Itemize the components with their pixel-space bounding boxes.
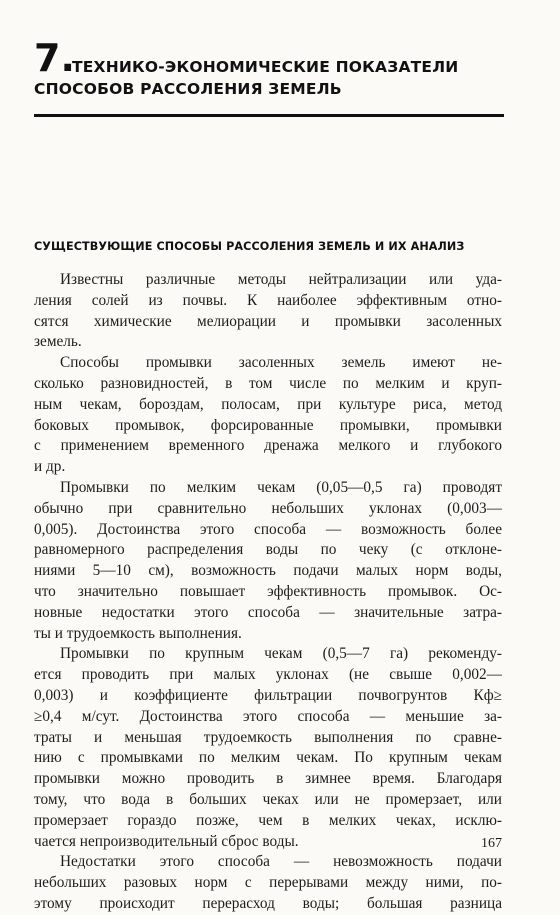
text-line: Промывки по мелким чекам (0,05—0,5 га) проводят — [60, 478, 502, 496]
text-line: Недостатки этого способа — невозможность подачи — [60, 853, 502, 871]
text-line: ления солей из почвы. К наиболее эффективным отно- — [34, 291, 502, 309]
text-line: ты и трудоемкость выполнения. — [34, 624, 242, 642]
text-line: ниями 5—10 см), возможность подачи малых норм воды, — [34, 562, 502, 580]
text-line: Промывки по крупным чекам (0,5—7 га) рекоменду- — [60, 645, 502, 663]
chapter-title-line-1: ТЕХНИКО-ЭКОНОМИЧЕСКИЕ ПОКАЗАТЕЛИ — [72, 58, 459, 76]
text-line: ется проводить при малых уклонах (не свыше 0,002— — [34, 666, 502, 684]
text-line: этому происходит перерасход воды; большая разница — [34, 894, 502, 912]
chapter-title — [34, 56, 512, 100]
text-line: промывки можно проводить в зимнее время. Благодаря — [34, 770, 502, 788]
text-line: промерзает гораздо позже, чем в мелких чеках, исклю- — [34, 811, 502, 829]
text-line: нию с промывками по мелким чекам. По крупным чекам — [34, 749, 502, 767]
text-line: обычно при сравнительно небольших уклонах (0,003— — [34, 499, 502, 517]
text-line: 0,005). Достоинства этого способа — возможность более — [34, 520, 502, 538]
text-line: с применением временного дренажа мелкого и глубокого — [34, 437, 502, 455]
text-line: небольших разовых норм с перерывами между ними, по- — [34, 874, 502, 892]
text-line: Известны различные методы нейтрализации или уда- — [60, 271, 502, 288]
text-line: Способы промывки засоленных земель имеют не- — [60, 354, 502, 372]
text-line: сятся химические мелиорации и промывки засоленных — [34, 312, 502, 330]
text-line: боковых промывок, форсированные промывки, промывки — [34, 416, 502, 434]
text-line: 0,003) и коэффициенте фильтрации почвогрунтов Кф≥ — [34, 686, 502, 704]
chapter-number: 7. — [34, 36, 75, 80]
text-line: и др. — [34, 458, 66, 476]
body-text — [34, 270, 502, 915]
text-line: земель. — [34, 333, 82, 351]
chapter-title-line-2: СПОСОБОВ РАССОЛЕНИЯ ЗЕМЕЛЬ — [34, 80, 342, 98]
text-line: равномерного распределения воды по чеку (с отклоне- — [34, 541, 502, 559]
text-line: траты и меньшая трудоемкость выполнения по сравне- — [34, 728, 502, 746]
text-line: ≥0,4 м/сут. Достоинства этого способа — меньшие за- — [34, 707, 502, 725]
section-heading: СУЩЕСТВУЮЩИЕ СПОСОБЫ РАССОЛЕНИЯ ЗЕМЕЛЬ И ИХ АНАЛИЗ — [34, 240, 465, 253]
page-number: 167 — [481, 836, 502, 851]
text-line: чается непроизводительный сброс воды. — [34, 832, 299, 850]
text-line: новные недостатки этого способа — значительные затра- — [34, 603, 502, 621]
text-line: что значительно повышает эффективность промывок. Ос- — [34, 582, 502, 600]
chapter-divider — [34, 114, 504, 117]
text-line: ным чекам, бороздам, полосам, при культуре риса, метод — [34, 395, 502, 413]
text-line: тому, что вода в больших чеках или не промерзает, или — [34, 790, 502, 808]
text-line: сколько разновидностей, в том числе по мелким и круп- — [34, 374, 502, 392]
